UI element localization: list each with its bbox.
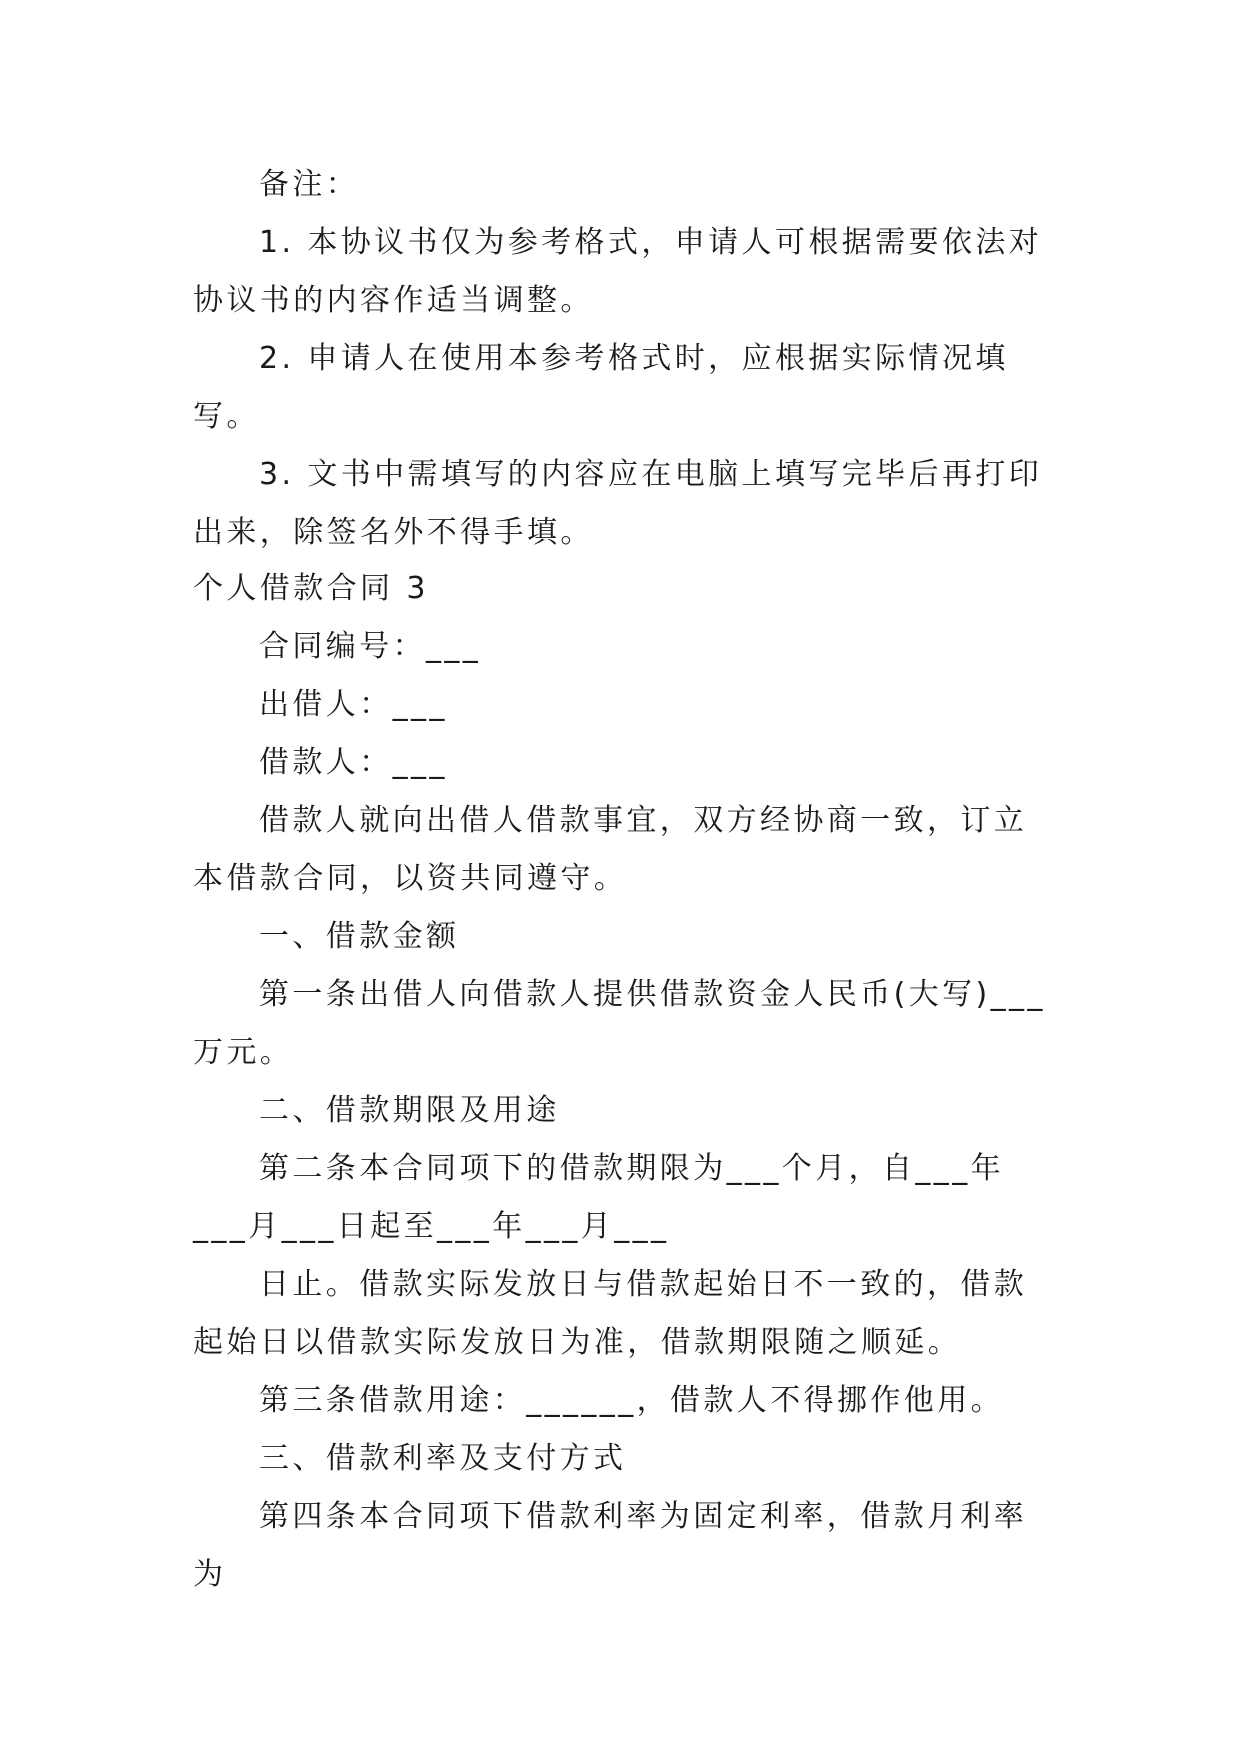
lender-field: 出借人：___ <box>259 687 448 722</box>
section-1-heading: 一、借款金额 <box>259 919 460 954</box>
article-3: 第三条借款用途：______，借款人不得挪作他用。 <box>259 1383 1004 1418</box>
article-2-part-1: 第二条本合同项下的借款期限为___个月，自___年___月___日起至___年___月___ <box>193 1151 1004 1244</box>
notes-item-3: 3. 文书中需填写的内容应在电脑上填写完毕后再打印出来，除签名外不得手填。 <box>193 457 1043 550</box>
contract-preamble: 借款人就向出借人借款事宜，双方经协商一致，订立本借款合同，以资共同遵守。 <box>193 803 1028 896</box>
contract-number-field: 合同编号：___ <box>259 629 482 664</box>
article-2-part-2: 日止。借款实际发放日与借款起始日不一致的，借款起始日以借款实际发放日为准，借款期限随之顺延。 <box>193 1267 1028 1360</box>
contract-section <box>193 560 1055 1604</box>
article-1: 第一条出借人向借款人提供借款资金人民币(大写)___万元。 <box>193 977 1046 1070</box>
notes-item-1: 1. 本协议书仅为参考格式，申请人可根据需要依法对协议书的内容作适当调整。 <box>193 225 1043 318</box>
notes-heading: 备注： <box>259 167 360 202</box>
notes-section <box>193 156 1055 562</box>
article-4: 第四条本合同项下借款利率为固定利率，借款月利率为 <box>193 1499 1028 1592</box>
notes-item-2: 2. 申请人在使用本参考格式时，应根据实际情况填写。 <box>193 341 1009 434</box>
contract-title: 个人借款合同 3 <box>193 571 429 606</box>
section-2-heading: 二、借款期限及用途 <box>259 1093 560 1128</box>
borrower-field: 借款人：___ <box>259 745 448 780</box>
section-3-heading: 三、借款利率及支付方式 <box>259 1441 627 1476</box>
